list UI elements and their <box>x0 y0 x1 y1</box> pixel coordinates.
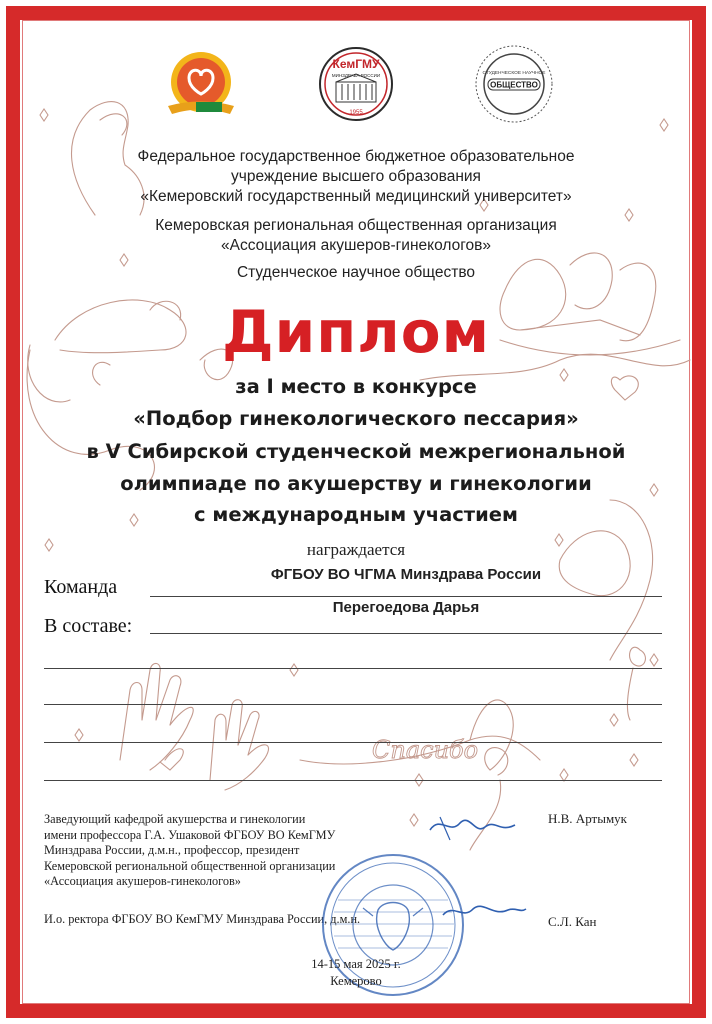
team-label: Команда <box>44 576 118 598</box>
members-line-3 <box>44 704 662 705</box>
header-line-3: «Кемеровский государственный медицинский университет» <box>140 188 572 205</box>
award-reason-line-2: «Подбор гинекологического пессария» <box>133 407 579 430</box>
award-place: Кемерово <box>330 974 382 988</box>
award-reason-line-5: с международным участием <box>194 503 518 526</box>
signatory-2-line-1: И.о. ректора ФГБОУ ВО КемГМУ Минздрава России, д.м.н. <box>44 912 361 926</box>
association-logo-icon <box>160 48 242 124</box>
members-line-4 <box>44 742 662 743</box>
kemgmu-emblem-icon <box>312 44 400 126</box>
student-society-emblem-icon <box>472 42 556 126</box>
award-date: 14-15 мая 2025 г. <box>311 957 401 971</box>
signatory-1-line-5: «Ассоциация акушеров-гинекологов» <box>44 874 241 888</box>
signatory-2-title <box>44 912 360 928</box>
kemgmu-logo <box>312 44 400 126</box>
members-line-2 <box>44 668 662 669</box>
header-line-2: учреждение высшего образования <box>231 168 481 185</box>
award-reason-line-4: олимпиаде по акушерству и гинекологии <box>120 472 592 495</box>
awarded-label: награждается <box>306 540 406 559</box>
members-line-1 <box>150 633 662 634</box>
members-label: В составе: <box>44 615 133 637</box>
signatory-1-line-3: Минздрава России, д.м.н., профессор, президент <box>44 843 300 857</box>
student-society-logo-main: ОБЩЕСТВО <box>490 80 538 90</box>
kemgmu-year: 1955 <box>349 110 363 116</box>
award-reason-line-1: за I место в конкурсе <box>235 375 477 398</box>
signatory-1-title <box>44 812 335 890</box>
signatory-1-name: Н.В. Артымук <box>548 811 627 826</box>
members-line-5 <box>44 780 662 781</box>
association-logo <box>160 48 242 124</box>
signatory-1-line-4: Кемеровской региональной общественной организации <box>44 858 336 873</box>
signature-2 <box>438 895 528 925</box>
signatory-1-line-2: имени профессора Г.А. Ушаковой ФГБОУ ВО КемГМУ <box>44 827 336 842</box>
student-society-logo-top: СТУДЕНЧЕСКОЕ НАУЧНОЕ <box>482 71 546 76</box>
header-line-1: Федеральное государственное бюджетное образовательное <box>137 148 575 165</box>
diploma-title: Диплом <box>221 298 491 366</box>
decor-word: Спасибо <box>372 736 479 764</box>
header-line-5: «Ассоциация акушеров-гинекологов» <box>220 237 492 254</box>
award-reason-line-3: в V Сибирской студенческой межрегиональной <box>86 440 626 463</box>
student-society-logo <box>472 42 556 126</box>
kemgmu-logo-subtext: МИНЗДРАВА РОССИИ <box>331 73 381 78</box>
header-line-4: Кемеровская региональная общественная организация <box>155 217 557 234</box>
member-value: Перегоедова Дарья <box>332 599 480 616</box>
kemgmu-logo-text: КемГМУ <box>332 57 380 71</box>
header-line-6: Студенческое научное общество <box>236 264 476 281</box>
team-value: ФГБОУ ВО ЧГМА Минздрава России <box>270 566 542 583</box>
signatory-1-line-1: Заведующий кафедрой акушерства и гинекологии <box>44 812 306 826</box>
team-line <box>150 596 662 597</box>
signatory-2-name: С.Л. Кан <box>548 914 597 929</box>
signature-1 <box>420 805 530 845</box>
